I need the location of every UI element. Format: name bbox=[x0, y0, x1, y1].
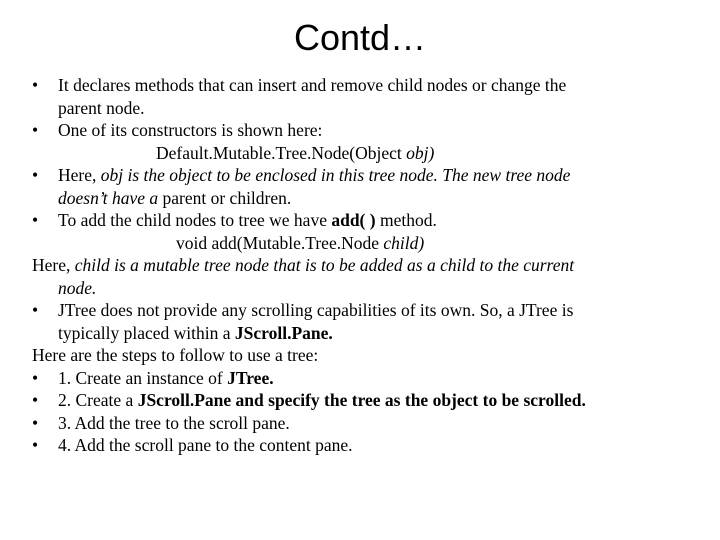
bullet-line: • Here, obj is the object to be enclosed in this tree node. The new tree node bbox=[32, 165, 571, 185]
bullet-icon: • bbox=[32, 435, 39, 455]
bullet-line: • 2. Create a JScroll.Pane and specify the tree as the object to be scrolled. bbox=[32, 390, 586, 410]
text-line: Here, child is a mutable tree node that is to be added as a child to the current bbox=[32, 255, 575, 275]
bullet-line: • To add the child nodes to tree we have add( ) method. bbox=[32, 210, 437, 230]
bullet-line: • It declares methods that can insert and remove child nodes or change the bbox=[32, 75, 567, 95]
bullet-icon: • bbox=[32, 412, 39, 433]
bullet-line: • 3. Add the tree to the scroll pane. bbox=[32, 412, 290, 433]
bullet-icon: • bbox=[32, 165, 39, 185]
text-line: doesn’t have a parent or children. bbox=[58, 187, 292, 208]
bullet-icon: • bbox=[32, 75, 39, 95]
slide-body bbox=[32, 74, 662, 457]
bullet-icon: • bbox=[32, 210, 39, 230]
text-line: node. bbox=[58, 277, 97, 298]
bullet-icon: • bbox=[32, 300, 39, 320]
bullet-icon: • bbox=[32, 390, 39, 410]
code-line: Default.Mutable.Tree.Node(Object obj) bbox=[156, 142, 435, 163]
bullet-icon: • bbox=[32, 120, 39, 140]
text-line: Here are the steps to follow to use a tree: bbox=[32, 345, 319, 365]
text-line: typically placed within a JScroll.Pane. bbox=[58, 322, 333, 343]
bullet-line: • 1. Create an instance of JTree. bbox=[32, 367, 274, 388]
bullet-line: • JTree does not provide any scrolling capabilities of its own. So, a JTree is bbox=[32, 300, 574, 320]
bullet-line: • 4. Add the scroll pane to the content pane. bbox=[32, 435, 353, 455]
code-line: void add(Mutable.Tree.Node child) bbox=[176, 232, 425, 253]
bullet-icon: • bbox=[32, 367, 39, 388]
bullet-line: • One of its constructors is shown here: bbox=[32, 120, 323, 140]
slide-title: Contd… bbox=[293, 17, 427, 58]
text-line: parent node. bbox=[58, 97, 145, 118]
